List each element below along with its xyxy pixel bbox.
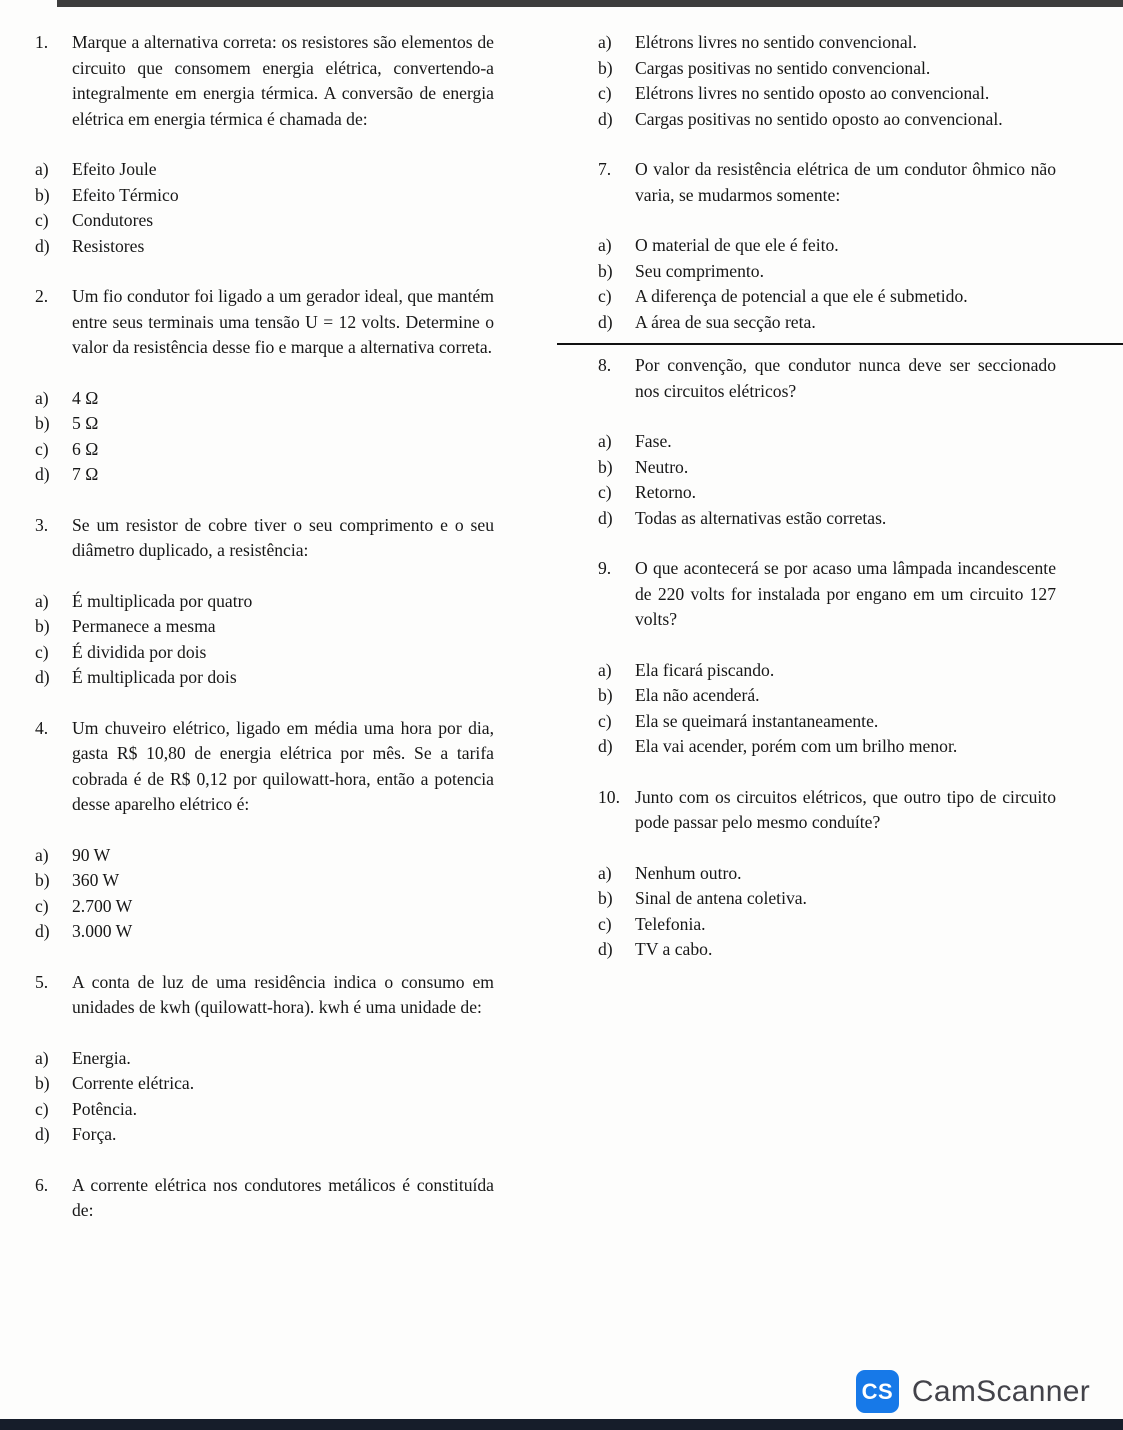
question [35,970,494,1148]
option-text: Cargas positivas no sentido oposto ao convencional. [635,108,1003,129]
option-label: c) [598,83,612,103]
option-label: d) [35,667,50,687]
option-label: c) [35,210,49,230]
option-row [35,843,494,869]
options-group [35,1046,494,1148]
document-columns [35,30,1056,1249]
options-group [35,589,494,691]
question-row [598,556,1056,633]
option-text: Sinal de antena coletiva. [635,888,807,908]
option-label: b) [598,456,613,477]
option-row [35,411,494,437]
question-number: 10. [598,786,620,807]
question-row [35,1173,494,1224]
option-text: Elétrons livres no sentido oposto ao convencional. [635,83,990,103]
options-group [598,658,1056,760]
option-label: d) [35,235,50,256]
option-text: Ela se queimará instantaneamente. [635,710,879,731]
camscanner-logo-icon: CS [856,1370,899,1413]
option-row [598,429,1056,455]
option-label: a) [35,590,49,611]
option-label: d) [598,108,613,129]
option-row [598,259,1056,285]
question-number: 6. [35,1174,49,1195]
question-number: 1. [35,32,49,52]
option-label: b) [35,1073,50,1093]
option-text: 5 Ω [72,413,99,433]
option-text: Potência. [72,1098,137,1119]
option-text: Nenhum outro. [635,862,742,883]
option-label: b) [598,260,613,281]
option-row [598,56,1056,82]
option-text: Resistores [72,235,145,256]
option-text: Fase. [635,431,672,451]
options-group [35,386,494,488]
option-text: Retorno. [635,482,697,502]
option-row [598,107,1056,133]
option-text: Ela não acenderá. [635,685,760,705]
option-row [598,709,1056,735]
option-row [35,157,494,183]
question-number: 3. [35,514,49,535]
option-label: a) [35,387,49,408]
option-label: a) [598,32,612,52]
option-row [35,1097,494,1123]
option-text: 360 W [72,870,120,890]
question-text: O valor da resistência elétrica de um condutor ôhmico não varia, se mudarmos somente: [635,159,1056,205]
question-row [598,157,1056,208]
option-label: d) [598,311,613,332]
option-text: Telefonia. [635,913,706,934]
question-number: 7. [598,159,612,179]
question-number: 4. [35,717,49,738]
question-row [35,513,494,564]
option-row [35,894,494,920]
option-text: Todas as alternativas estão corretas. [635,507,887,528]
options-group [598,429,1056,531]
option-row [35,1046,494,1072]
question-row [598,785,1056,836]
option-row [598,30,1056,56]
option-label: d) [598,736,613,756]
question-text: Marque a alternativa correta: os resistores são elementos de circuito que consomem energia elétrica, convertendo-a integralmente em energia térmica. A conversão de energia elétrica em energia térmica é chamada de: [72,32,494,129]
option-label: b) [35,616,50,636]
option-label: c) [598,286,612,306]
question-text: Um fio condutor foi ligado a um gerador ideal, que mantém entre seus terminais uma tensão U = 12 volts. Determine o valor da resistência desse fio e marque a alternativa correta. [72,286,494,357]
option-label: d) [598,507,613,528]
option-label: a) [598,431,612,451]
option-label: d) [35,464,50,484]
question [35,513,494,691]
option-label: b) [35,184,50,205]
question-row [598,353,1056,404]
question-text: Junto com os circuitos elétricos, que outro tipo de circuito pode passar pelo mesmo conduíte? [635,786,1056,832]
option-row [35,589,494,615]
option-text: Neutro. [635,456,689,477]
option-text: Efeito Joule [72,159,157,179]
option-text: Força. [72,1124,117,1144]
option-row [35,665,494,691]
option-row [598,861,1056,887]
option-row [598,937,1056,963]
options-group [35,843,494,945]
option-row [598,886,1056,912]
scan-edge-artifact-top [57,0,1123,7]
question [598,556,1056,760]
option-text: É multiplicada por dois [72,667,237,687]
option-row [598,506,1056,532]
option-row [598,658,1056,684]
option-row [598,284,1056,310]
camscanner-brand-text: CamScanner [911,1374,1090,1408]
option-row [35,1122,494,1148]
option-label: c) [598,482,612,502]
option-row [35,234,494,260]
option-text: É dividida por dois [72,641,207,662]
option-label: d) [35,1124,50,1144]
option-text: Cargas positivas no sentido convencional. [635,57,931,78]
option-row [35,437,494,463]
question-number: 8. [598,355,612,375]
option-text: Seu comprimento. [635,260,764,281]
option-label: c) [35,895,49,916]
option-row [598,233,1056,259]
option-text: O material de que ele é feito. [635,235,839,255]
option-text: 90 W [72,844,111,865]
option-label: a) [35,1047,49,1068]
option-label: a) [598,862,612,883]
scan-edge-artifact-bottom [0,1419,1123,1430]
option-text: Ela vai acender, porém com um brilho menor. [635,736,958,756]
option-text: A diferença de potencial a que ele é submetido. [635,286,968,306]
option-label: b) [35,870,50,890]
option-label: c) [598,913,612,934]
section-divider [557,343,1123,345]
option-text: A área de sua secção reta. [635,311,816,332]
question-text: Por convenção, que condutor nunca deve ser seccionado nos circuitos elétricos? [635,355,1056,401]
question-row [35,30,494,132]
column-left [35,30,494,1249]
question-text: O que acontecerá se por acaso uma lâmpada incandescente de 220 volts for instalada por engano em um circuito 127 volts? [635,558,1056,629]
option-row [598,734,1056,760]
option-text: É multiplicada por quatro [72,590,253,611]
option-text: 3.000 W [72,921,133,941]
option-row [35,208,494,234]
option-label: b) [598,888,613,908]
option-text: Permanece a mesma [72,616,216,636]
option-row [35,640,494,666]
option-text: 6 Ω [72,438,99,459]
option-text: 7 Ω [72,464,99,484]
question-text: A conta de luz de uma residência indica o consumo em unidades de kwh (quilowatt-hora). kwh é uma unidade de: [72,971,494,1017]
question-number: 5. [35,971,49,992]
option-text: Corrente elétrica. [72,1073,195,1093]
column-right [598,30,1056,1249]
question [35,1173,494,1224]
option-label: d) [598,939,613,959]
question-row [35,284,494,361]
question [598,785,1056,963]
option-label: a) [35,159,49,179]
option-text: TV a cabo. [635,939,713,959]
question-number: 9. [598,558,612,578]
option-row [35,868,494,894]
question-number: 2. [35,286,49,306]
question [598,157,1056,335]
option-row [35,614,494,640]
question-text: Um chuveiro elétrico, ligado em média uma hora por dia, gasta R$ 10,80 de energia elétrica por mês. Se a tarifa cobrada é de R$ 0,12 por quilowatt-hora, então a potencia desse aparelho elétrico é: [72,717,494,814]
option-row [35,462,494,488]
options-group [598,861,1056,963]
option-row [598,912,1056,938]
option-text: Condutores [72,210,154,230]
options-group [35,157,494,259]
option-row [35,1071,494,1097]
option-label: a) [35,844,49,865]
option-text: 4 Ω [72,387,99,408]
option-row [35,386,494,412]
question [35,716,494,945]
option-row [598,81,1056,107]
option-label: c) [35,1098,49,1119]
option-text: Energia. [72,1047,131,1068]
option-row [598,310,1056,336]
option-row [598,683,1056,709]
option-row [35,183,494,209]
options-group [598,30,1056,132]
option-label: b) [35,413,50,433]
option-text: Ela ficará piscando. [635,659,775,680]
question [35,284,494,488]
option-text: Elétrons livres no sentido convencional. [635,32,917,52]
question-row [35,716,494,818]
camscanner-watermark [856,1370,1090,1413]
option-label: a) [598,659,612,680]
question-text: A corrente elétrica nos condutores metálicos é constituída de: [72,1174,494,1220]
option-row [598,455,1056,481]
question [35,30,494,259]
option-label: c) [35,641,49,662]
option-text: 2.700 W [72,895,133,916]
question-row [35,970,494,1021]
option-label: b) [598,57,613,78]
option-row [35,919,494,945]
option-label: a) [598,235,612,255]
option-label: c) [35,438,49,459]
option-label: b) [598,685,613,705]
option-label: c) [598,710,612,731]
question-text: Se um resistor de cobre tiver o seu comprimento e o seu diâmetro duplicado, a resistência: [72,514,494,560]
question [598,353,1056,531]
options-group [598,233,1056,335]
option-text: Efeito Térmico [72,184,179,205]
option-row [598,480,1056,506]
option-label: d) [35,921,50,941]
